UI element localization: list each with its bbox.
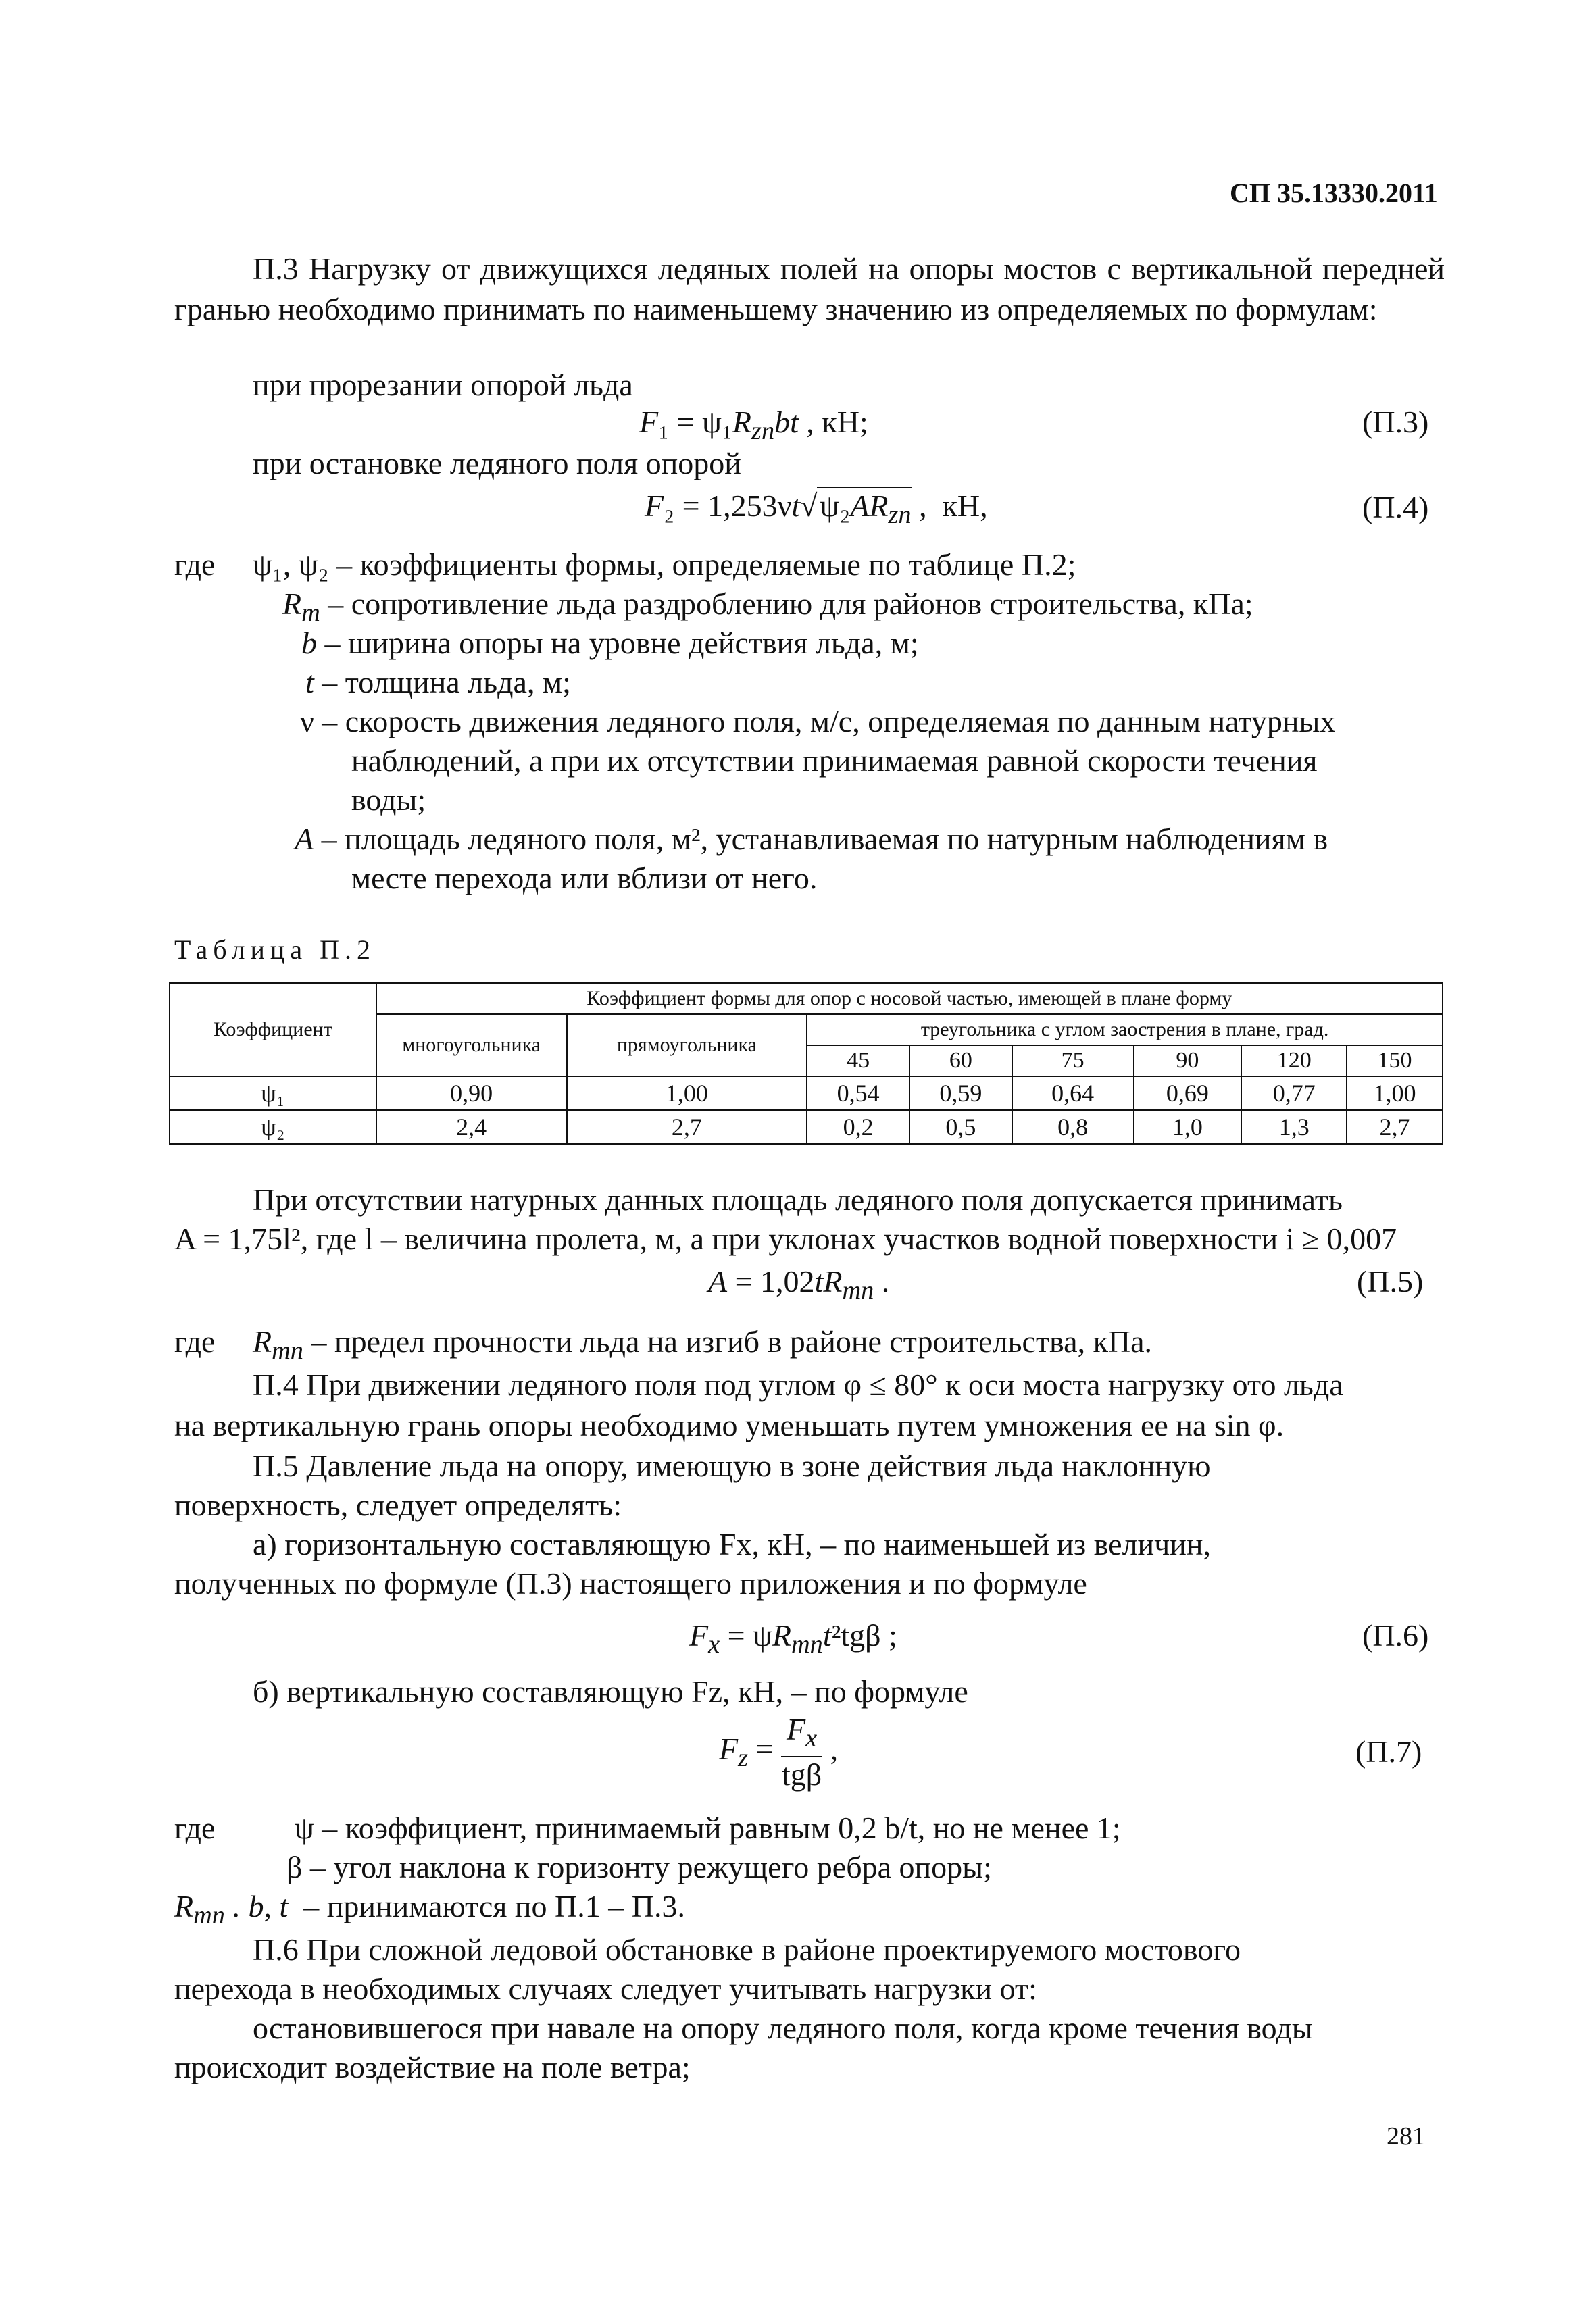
paragraph-p3 — [174, 249, 1445, 330]
p5-a-line1: а) горизонтальную составляющую Fx, кН, – по наименьшей из величин, — [253, 1527, 1212, 1561]
table-cell: 1,0 — [1134, 1110, 1242, 1144]
def-t-text: – толщина льда, м; — [322, 665, 571, 699]
header-angle: 75 — [1012, 1045, 1134, 1076]
header-angle: 120 — [1241, 1045, 1347, 1076]
def-a-text: – площадь ледяного поля, м², устанавливаемая по натурным наблюдениям в — [321, 822, 1328, 856]
p5-a-line2: полученных по формуле (П.3) настоящего приложения и по формуле — [174, 1566, 1087, 1601]
table-cell: 1,00 — [567, 1076, 807, 1110]
header-group: Коэффициент формы для опор с носовой частью, имеющей в плане форму — [376, 983, 1443, 1014]
table-title: Таблица П.2 — [174, 934, 376, 965]
p5-line2: поверхность, следует определять: — [174, 1488, 622, 1522]
def-t: t – толщина льда, м; — [305, 665, 571, 699]
header-rectangle: прямоугольника — [567, 1014, 807, 1076]
formula-p4-number: (П.4) — [1362, 490, 1429, 524]
def-v-line2: наблюдений, а при их отсутствии принимаемая равной скорости течения — [351, 743, 1318, 778]
table-row — [170, 1076, 1443, 1110]
formula-p6-number: (П.6) — [1362, 1618, 1429, 1653]
def-rmn: $R_{mn}$ – предел прочности льда на изгиб в районе строительства, кПа. — [253, 1324, 1153, 1365]
coefficient-table — [169, 982, 1443, 1145]
formula-f1: $F_1 = \psi_1R_{zn}bt$ , кН; — [639, 405, 868, 446]
def-rm: $R_m$ – сопротивление льда раздроблению для районов строительства, кПа; — [282, 586, 1253, 628]
header-coefficient: Коэффициент — [170, 983, 376, 1076]
header-angle: 90 — [1134, 1045, 1242, 1076]
header-angle: 45 — [807, 1045, 909, 1076]
def-rest: $R_{mn}$ . b, t – принимаются по П.1 – П.3. — [174, 1889, 685, 1930]
table-cell: 0,8 — [1012, 1110, 1134, 1144]
table-cell: 0,90 — [376, 1076, 567, 1110]
header-polygon: многоугольника — [376, 1014, 567, 1076]
table-cell: 0,77 — [1241, 1076, 1347, 1110]
p4-line2: на вертикальную грань опоры необходимо уменьшать путем умножения ее на sin φ. — [174, 1408, 1285, 1442]
formula-f2: $F_2 = 1,253\nu t√\psi_2AR_{zn}$ , кН, — [645, 488, 988, 530]
p5-line1: П.5 Давление льда на опору, имеющую в зоне действия льда наклонную — [253, 1449, 1211, 1483]
header-triangle: треугольника с углом заострения в плане, град. — [807, 1014, 1443, 1045]
def-a-line1: A – площадь ледяного поля, м², устанавливаемая по натурным наблюдениям в — [295, 822, 1328, 856]
where-label-3: где — [174, 1811, 216, 1845]
table-cell: 0,64 — [1012, 1076, 1134, 1110]
table-cell: 2,7 — [1347, 1110, 1443, 1144]
p6-line2: перехода в необходимых случаях следует учитывать нагрузки от: — [174, 1971, 1037, 2006]
def-v-line3: воды; — [351, 782, 426, 817]
p3-case1: при прорезании опорой льда — [253, 368, 633, 402]
formula-f5: $A = 1,02tR_{mn}$ . — [708, 1264, 890, 1305]
p3-case2: при остановке ледяного поля опорой — [253, 446, 741, 480]
def-psi: ψ₁, ψ₂ – коэффициенты формы, определяемые по таблице П.2; — [253, 547, 1076, 582]
formula-f6: $F_x = \psi R_{mn}t^2tg\beta$ ; — [689, 1618, 897, 1659]
table-cell: 2,4 — [376, 1110, 567, 1144]
after-table-line2: A = 1,75l², где l – величина пролета, м, а при уклонах участков водной поверхности i ≥ 0,007 — [174, 1222, 1397, 1256]
p6-line4: происходит воздействие на поле ветра; — [174, 2050, 691, 2084]
p6-line1: П.6 При сложной ледовой обстановке в районе проектируемого мостового — [253, 1932, 1241, 1967]
formula-p3-number: (П.3) — [1362, 405, 1429, 439]
formula-p7-number: (П.7) — [1355, 1734, 1422, 1769]
p3-text: П.3 Нагрузку от движущихся ледяных полей на опоры мостов с вертикальной передней гранью необходимо принимать по наименьшему значению из определяемых по формулам: — [174, 251, 1445, 326]
formula-p5-number: (П.5) — [1357, 1264, 1424, 1299]
def-rm-text: – сопротивление льда раздроблению для районов строительства, кПа; — [328, 586, 1253, 621]
table-cell: 1,3 — [1241, 1110, 1347, 1144]
p5-b-line: б) вертикальную составляющую Fz, кН, – по формуле — [253, 1674, 968, 1709]
def-a-line2: месте перехода или вблизи от него. — [351, 861, 818, 895]
header-angle: 150 — [1347, 1045, 1443, 1076]
page-number: 281 — [1387, 2122, 1425, 2150]
table-cell: 0,69 — [1134, 1076, 1242, 1110]
def-rmn-text: – предел прочности льда на изгиб в районе строительства, кПа. — [311, 1324, 1153, 1359]
table-cell: 0,54 — [807, 1076, 909, 1110]
p4-line1: П.4 При движении ледяного поля под углом φ ≤ 80° к оси моста нагрузку ото льда — [253, 1367, 1343, 1402]
def-psi-2: ψ – коэффициент, принимаемый равным 0,2 b/t, но не менее 1; — [295, 1811, 1121, 1845]
table-cell: 2,7 — [567, 1110, 807, 1144]
table-cell: 0,59 — [909, 1076, 1012, 1110]
def-beta: β – угол наклона к горизонту режущего ребра опоры; — [286, 1850, 992, 1884]
row-name: ψ₂ — [170, 1110, 376, 1144]
p6-line3: остановившегося при навале на опору ледяного поля, когда кроме течения воды — [253, 2011, 1313, 2045]
def-v-line1: ν – скорость движения ледяного поля, м/с, определяемая по данным натурных — [300, 704, 1336, 738]
after-table-line1: При отсутствии натурных данных площадь ледяного поля допускается принимать — [253, 1182, 1343, 1217]
def-rest-text: – принимаются по П.1 – П.3. — [303, 1889, 685, 1923]
table-cell: 1,00 — [1347, 1076, 1443, 1110]
table-cell: 0,2 — [807, 1110, 909, 1144]
row-name: ψ₁ — [170, 1076, 376, 1110]
document-code: СП 35.13330.2011 — [1230, 178, 1438, 208]
where-label-2: где — [174, 1324, 216, 1359]
formula-f7: $F_z$ = $\frac{F_x}{\text{tgβ}}$ , — [719, 1712, 839, 1792]
def-b-text: – ширина опоры на уровне действия льда, м; — [324, 626, 919, 660]
table-cell: 0,5 — [909, 1110, 1012, 1144]
where-label: где — [174, 547, 216, 582]
header-angle: 60 — [909, 1045, 1012, 1076]
def-b: b – ширина опоры на уровне действия льда, м; — [301, 626, 919, 660]
table-row — [170, 1110, 1443, 1144]
